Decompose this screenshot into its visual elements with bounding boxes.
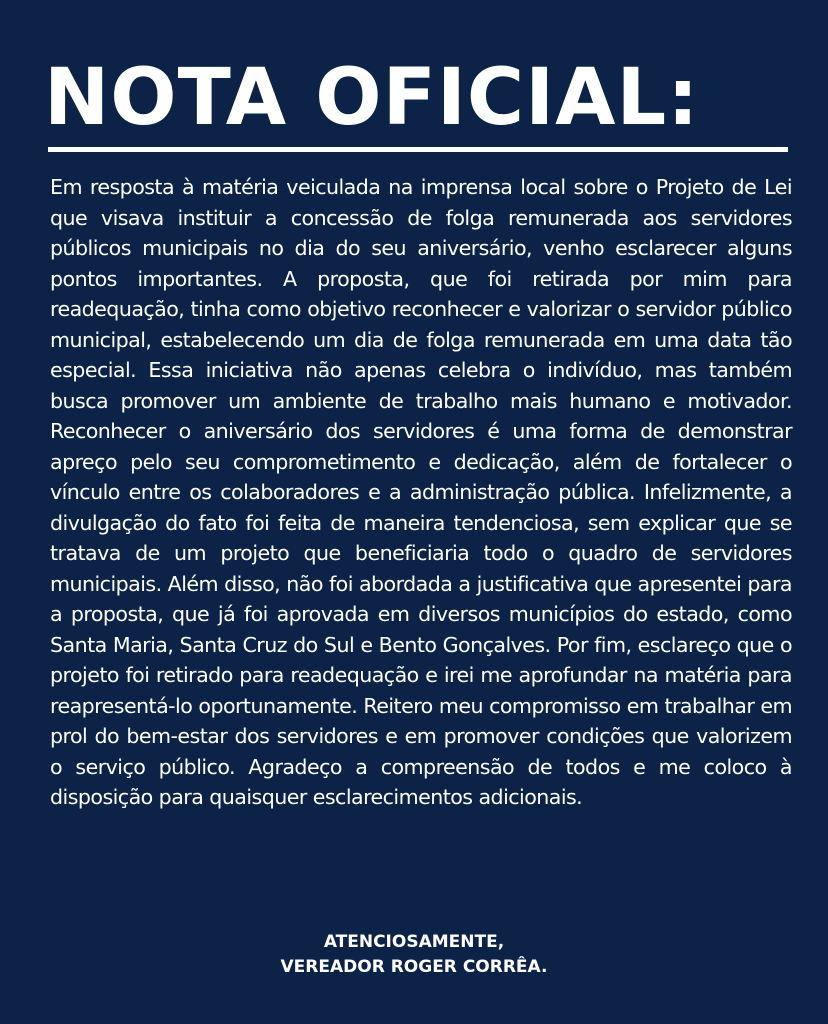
- signature-name: VEREADOR ROGER CORRÊA.: [280, 957, 548, 977]
- note-title: NOTA OFICIAL:: [44, 53, 700, 143]
- signature-closing: ATENCIOSAMENTE,: [323, 932, 505, 952]
- title-underline: [48, 147, 788, 152]
- note-body: Em resposta à matéria veiculada na imprensa local sobre o Projeto de Lei que visava instituir a concessão de folga remunerada aos servidores públicos municipais no dia do seu aniversário, venho esclarecer alguns pontos importantes. A proposta, que foi retirada por mim para readequação, tinha como objetivo reconhecer e valorizar o servidor público municipal, estabelecendo um dia de folga remunerada em uma data tão especial. Essa iniciativa não apenas celebra o indivíduo, mas também busca promover um ambiente de trabalho mais humano e motivador. Reconhecer o aniversário dos servidores é uma forma de demonstrar apreço pelo seu comprometimento e dedicação, além de fortalecer o vínculo entre os colaboradores e a administração pública. Infelizmente, a divulgação do fato foi feita de maneira tendenciosa, sem explicar que se tratava de um projeto que beneficiaria todo o quadro de servidores municipais. Além disso, não foi abordada a justificativa que apresentei para a proposta, que já foi aprovada em diversos municípios do estado, como Santa Maria, Santa Cruz do Sul e Bento Gonçalves. Por fim, esclareço que o projeto foi retirado para readequação e irei me aprofundar na matéria para reapresentá-lo oportunamente. Reitero meu compromisso em trabalhar em prol do bem-estar dos servidores e em promover condições que valorizem o serviço público. Agradeço a compreensão de todos e me coloco à disposição para quaisquer esclarecimentos adicionais.: [50, 175, 792, 809]
- signature-block: [0, 930, 828, 980]
